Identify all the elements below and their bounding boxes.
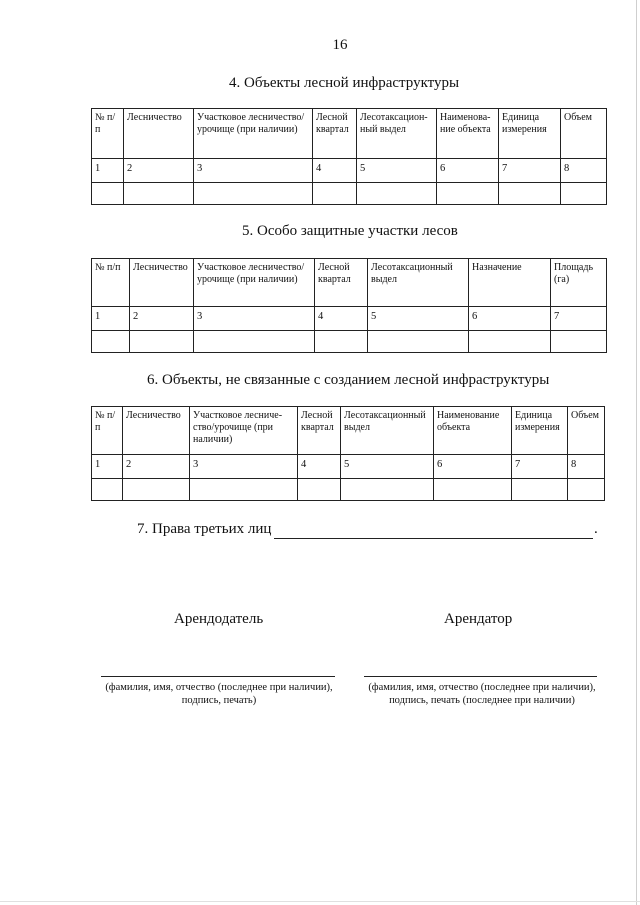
empty-row: [92, 331, 607, 353]
third-party-rights-terminator: .: [594, 521, 598, 537]
header-cell: Лесничество: [130, 259, 194, 307]
header-cell: Лесотаксационный выдел: [368, 259, 469, 307]
header-cell: Лесной квартал: [298, 407, 341, 455]
empty-cell: [194, 331, 315, 353]
section-5-title: 5. Особо защитные участки лесов: [242, 223, 458, 239]
lessor-signature-line: [101, 676, 335, 677]
forest-infrastructure-table: [91, 108, 607, 205]
lessor-caption-line-1: (фамилия, имя, отчество (последнее при наличии),: [105, 682, 333, 693]
empty-cell: [313, 183, 357, 205]
empty-cell: [434, 479, 512, 501]
column-number-cell: 7: [499, 159, 561, 183]
empty-cell: [298, 479, 341, 501]
page-number: 16: [332, 37, 348, 53]
empty-cell: [341, 479, 434, 501]
column-number-cell: 4: [298, 455, 341, 479]
lessee-signature-line: [364, 676, 597, 677]
lessor-label: Арендодатель: [174, 611, 264, 627]
column-number-cell: 2: [124, 159, 194, 183]
empty-cell: [190, 479, 298, 501]
header-cell: Назначение: [469, 259, 551, 307]
header-cell: Наименова-ние объекта: [437, 109, 499, 159]
empty-cell: [551, 331, 607, 353]
empty-cell: [357, 183, 437, 205]
header-cell: Лесной квартал: [313, 109, 357, 159]
lessor-signature-caption: [88, 681, 350, 707]
header-cell: Лесотаксацион-ный выдел: [357, 109, 437, 159]
protective-forest-areas-table: [91, 258, 607, 353]
empty-cell: [92, 479, 123, 501]
column-number-cell: 2: [130, 307, 194, 331]
header-cell: Лесничество: [123, 407, 190, 455]
empty-cell: [512, 479, 568, 501]
non-infrastructure-objects-table: [91, 406, 605, 501]
header-cell: Единица измерения: [512, 407, 568, 455]
column-number-cell: 3: [194, 159, 313, 183]
header-cell: Наименование объекта: [434, 407, 512, 455]
column-number-cell: 5: [341, 455, 434, 479]
column-number-cell: 8: [568, 455, 605, 479]
empty-cell: [368, 331, 469, 353]
section-6-title: 6. Объекты, не связанные с созданием лесной инфраструктуры: [147, 372, 550, 388]
header-cell: Лесотаксационный выдел: [341, 407, 434, 455]
column-number-cell: 6: [434, 455, 512, 479]
header-cell: Участковое лесниче-ство/урочище (при наличии): [190, 407, 298, 455]
header-cell: Объем: [561, 109, 607, 159]
lessee-caption-line-2: подпись, печать (последнее при наличии): [389, 695, 575, 706]
column-number-cell: 7: [512, 455, 568, 479]
third-party-rights-label: 7. Права третьих лиц: [137, 521, 272, 537]
empty-cell: [194, 183, 313, 205]
column-number-cell: 2: [123, 455, 190, 479]
column-number-row: [92, 455, 605, 479]
header-cell: № п/п: [92, 407, 123, 455]
header-cell: Площадь (га): [551, 259, 607, 307]
column-number-cell: 6: [437, 159, 499, 183]
lessee-signature-caption: [352, 681, 612, 707]
lessor-caption-line-2: подпись, печать): [181, 695, 257, 706]
column-number-cell: 3: [190, 455, 298, 479]
header-cell: № п/п: [92, 259, 130, 307]
column-number-cell: 4: [313, 159, 357, 183]
empty-cell: [92, 331, 130, 353]
header-row: [92, 259, 607, 307]
empty-cell: [437, 183, 499, 205]
column-number-cell: 1: [92, 307, 130, 331]
column-number-cell: 5: [368, 307, 469, 331]
column-number-cell: 5: [357, 159, 437, 183]
empty-cell: [130, 331, 194, 353]
column-number-cell: 6: [469, 307, 551, 331]
empty-cell: [499, 183, 561, 205]
header-cell: Лесной квартал: [315, 259, 368, 307]
header-cell: Объем: [568, 407, 605, 455]
empty-row: [92, 183, 607, 205]
third-party-rights-fill-line: [274, 538, 593, 539]
header-cell: Единица измерения: [499, 109, 561, 159]
lessee-label: Арендатор: [444, 611, 513, 627]
empty-row: [92, 479, 605, 501]
section-4-title: 4. Объекты лесной инфраструктуры: [229, 75, 460, 91]
column-number-cell: 8: [561, 159, 607, 183]
page-edge-right: [636, 0, 637, 905]
column-number-row: [92, 159, 607, 183]
column-number-cell: 4: [315, 307, 368, 331]
empty-cell: [315, 331, 368, 353]
empty-cell: [561, 183, 607, 205]
header-row: [92, 407, 605, 455]
header-cell: № п/п: [92, 109, 124, 159]
header-cell: Лесничество: [124, 109, 194, 159]
column-number-cell: 1: [92, 159, 124, 183]
header-cell: Участковое лесничество/урочище (при наличии): [194, 109, 313, 159]
column-number-cell: 1: [92, 455, 123, 479]
column-number-cell: 7: [551, 307, 607, 331]
lessee-caption-line-1: (фамилия, имя, отчество (последнее при наличии),: [368, 682, 596, 693]
empty-cell: [123, 479, 190, 501]
column-number-cell: 3: [194, 307, 315, 331]
empty-cell: [469, 331, 551, 353]
header-cell: Участковое лесничество/урочище (при наличии): [194, 259, 315, 307]
header-row: [92, 109, 607, 159]
empty-cell: [124, 183, 194, 205]
empty-cell: [568, 479, 605, 501]
page-edge-bottom: [0, 901, 640, 902]
empty-cell: [92, 183, 124, 205]
column-number-row: [92, 307, 607, 331]
